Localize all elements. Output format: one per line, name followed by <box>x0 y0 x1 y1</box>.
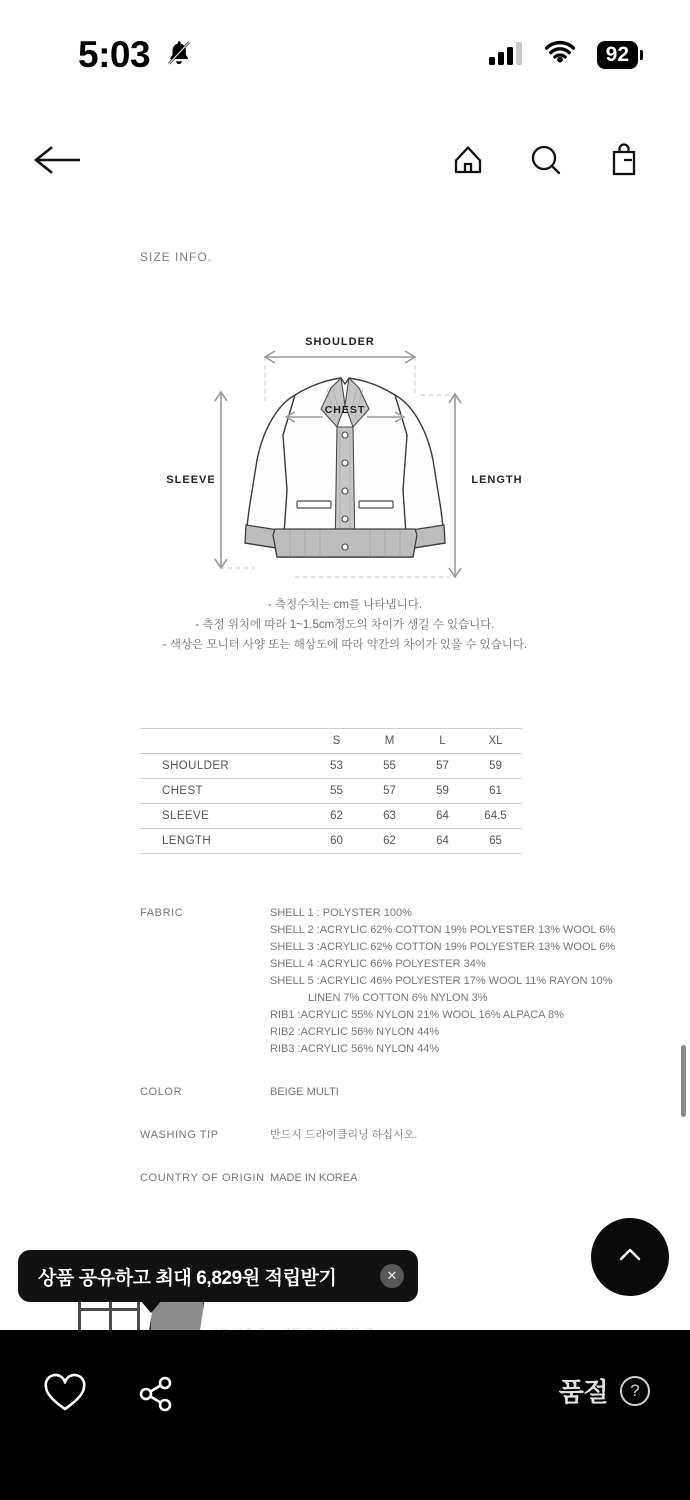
fabric-line: SHELL 3 :ACRYLIC 62% COTTON 19% POLYESTER 13% WOOL 6% <box>270 941 616 953</box>
cell-value: 59 <box>469 754 522 779</box>
info-value: BEIGE MULTI <box>270 1086 339 1098</box>
help-icon[interactable]: ? <box>620 1376 650 1406</box>
size-table <box>140 728 522 854</box>
fabric-line: SHELL 5 :ACRYLIC 46% POLYESTER 17% WOOL 11% RAYON 10% <box>270 975 613 987</box>
fabric-line: LINEN 7% COTTON 6% NYLON 3% <box>308 992 488 1004</box>
size-diagram <box>145 285 545 585</box>
wifi-icon <box>543 40 577 71</box>
info-value: 반드시 드라이클리닝 하십시오. <box>270 1129 418 1141</box>
cellular-signal-icon <box>489 41 523 70</box>
diagram-sleeve-label: SLEEVE <box>166 474 216 486</box>
bottom-bar-left <box>42 1372 178 1421</box>
note-line: - 측정 위치에 따라 1~1.5cm정도의 차이가 생길 수 있습니다. <box>195 619 495 631</box>
size-info-label: SIZE INFO. <box>140 250 213 264</box>
cell-value: 62 <box>310 804 363 829</box>
info-value <box>270 905 615 1058</box>
table-header-blank <box>140 729 310 754</box>
cell-value: 57 <box>416 754 469 779</box>
bell-slash-icon <box>164 38 194 73</box>
cell-value: 62 <box>363 829 416 854</box>
table-row <box>140 829 522 854</box>
status-bar-left <box>78 34 194 76</box>
cell-value: 55 <box>363 754 416 779</box>
diagram-length-label: LENGTH <box>471 474 523 486</box>
cell-value: 55 <box>310 779 363 804</box>
search-icon[interactable] <box>520 134 572 186</box>
fabric-line: SHELL 1 : POLYSTER 100% <box>270 907 412 919</box>
table-header-xl: XL <box>469 729 522 754</box>
table-row <box>140 754 522 779</box>
diagram-chest-label: CHEST <box>324 404 366 416</box>
info-key: WASHING TIP <box>140 1129 219 1141</box>
row-label: LENGTH <box>140 829 310 854</box>
table-header-l: L <box>416 729 469 754</box>
navigation-bar <box>0 110 690 210</box>
info-row-fabric <box>140 905 616 1058</box>
info-key: FABRIC <box>140 907 184 919</box>
chevron-up-icon <box>613 1238 647 1277</box>
cell-value: 65 <box>469 829 522 854</box>
back-arrow-icon[interactable] <box>32 134 84 186</box>
cell-value: 61 <box>469 779 522 804</box>
row-label: SLEEVE <box>140 804 310 829</box>
share-icon[interactable] <box>134 1372 178 1421</box>
bottom-bar-right <box>559 1372 650 1409</box>
cell-value: 53 <box>310 754 363 779</box>
status-bar-right <box>489 40 638 71</box>
status-time: 5:03 <box>78 34 151 75</box>
row-label: SHOULDER <box>140 754 310 779</box>
fabric-line: SHELL 4 :ACRYLIC 66% POLYESTER 34% <box>270 958 486 970</box>
tooltip-tail <box>140 1300 162 1313</box>
diagram-shoulder-label: SHOULDER <box>305 336 375 348</box>
shopping-bag-icon[interactable] <box>598 134 650 186</box>
cell-value: 59 <box>416 779 469 804</box>
cell-value: 60 <box>310 829 363 854</box>
note-line: - 측정수치는 cm를 나타냅니다. <box>267 599 423 611</box>
scroll-to-top-button[interactable] <box>591 1218 669 1296</box>
table-row <box>140 779 522 804</box>
heart-icon[interactable] <box>42 1373 88 1420</box>
cell-value: 64 <box>416 804 469 829</box>
cell-value: 64 <box>416 829 469 854</box>
home-icon[interactable] <box>442 134 494 186</box>
table-header-s: S <box>310 729 363 754</box>
info-key: COLOR <box>140 1086 183 1098</box>
tooltip-text: 상품 공유하고 최대 6,829원 적립받기 <box>38 1267 337 1289</box>
status-bar <box>0 0 690 110</box>
info-key: COUNTRY OF ORIGIN <box>140 1172 265 1184</box>
fabric-line: RIB1 :ACRYLIC 55% NYLON 21% WOOL 16% ALPACA 8% <box>270 1009 564 1021</box>
note-line: - 색상은 모니터 사양 또는 해상도에 따라 약간의 차이가 있을 수 있습니다. <box>162 639 528 651</box>
row-label: CHEST <box>140 779 310 804</box>
table-header-m: M <box>363 729 416 754</box>
cell-value: 63 <box>363 804 416 829</box>
share-reward-tooltip[interactable] <box>18 1250 418 1302</box>
status-badge: 품절 <box>558 1377 608 1407</box>
info-row-washing <box>140 1127 560 1144</box>
bottom-action-bar <box>0 1330 690 1500</box>
table-header-row <box>140 729 522 754</box>
scrollbar-thumb[interactable] <box>681 1045 686 1117</box>
battery-indicator: 92 <box>597 41 638 69</box>
fabric-line: RIB2 :ACRYLIC 56% NYLON 44% <box>270 1026 440 1038</box>
cell-value: 57 <box>363 779 416 804</box>
table-row <box>140 804 522 829</box>
fabric-line: SHELL 2 :ACRYLIC 62% COTTON 19% POLYESTER 13% WOOL 6% <box>270 924 616 936</box>
cell-value: 64.5 <box>469 804 522 829</box>
fabric-line: RIB3 :ACRYLIC 56% NYLON 44% <box>270 1043 440 1055</box>
nav-actions <box>442 134 650 186</box>
info-row-color <box>140 1084 560 1101</box>
info-row-origin <box>140 1170 560 1187</box>
measurement-notes <box>0 595 690 655</box>
product-info-list <box>140 905 616 1213</box>
close-icon[interactable]: ✕ <box>380 1264 404 1288</box>
info-value: MADE IN KOREA <box>270 1172 358 1184</box>
